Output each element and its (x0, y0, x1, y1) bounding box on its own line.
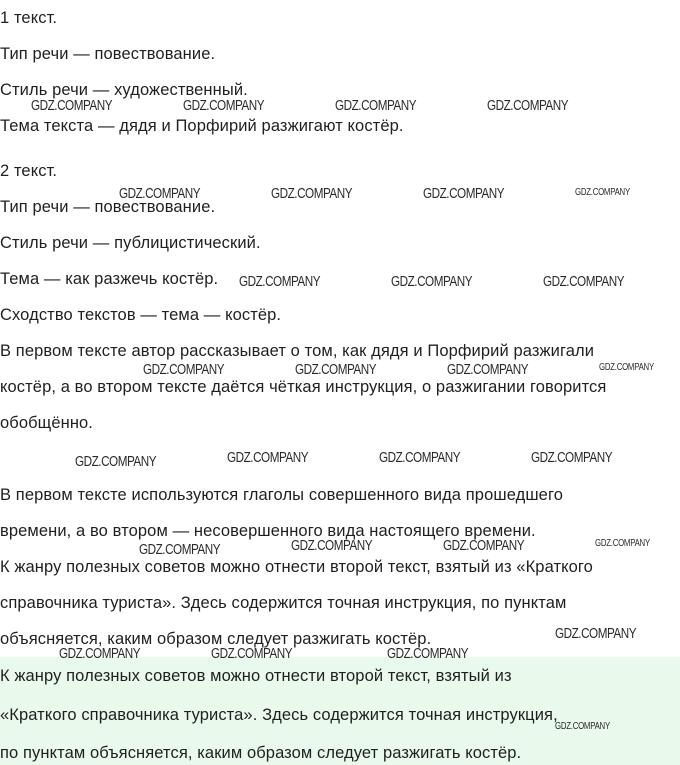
text-line: В первом тексте используются глаголы совершенного вида прошедшего (0, 486, 563, 504)
watermark: GDZ.COMPANY (211, 645, 293, 662)
watermark: GDZ.COMPANY (387, 645, 469, 662)
text-line: Тема — как разжечь костёр. (0, 270, 219, 288)
watermark: GDZ.COMPANY (543, 273, 625, 290)
watermark: GDZ.COMPANY (31, 97, 113, 114)
watermark: GDZ.COMPANY (599, 362, 654, 373)
text-line: обобщённо. (0, 414, 93, 432)
highlight-line: «Краткого справочника туриста». Здесь содержится точная инструкция, (0, 706, 558, 724)
watermark: GDZ.COMPANY (595, 538, 650, 549)
text-line: Тип речи — повествование. (0, 198, 216, 216)
text-line: Стиль речи — публицистический. (0, 234, 261, 252)
text-line: справочника туриста». Здесь содержится точная инструкция, по пунктам (0, 594, 567, 612)
text-line: 2 текст. (0, 162, 58, 180)
text-line: Тема текста — дядя и Порфирий разжигают костёр. (0, 117, 404, 135)
watermark: GDZ.COMPANY (271, 185, 353, 202)
watermark: GDZ.COMPANY (143, 361, 225, 378)
text-line: времени, а во втором — несовершенного вида настоящего времени. (0, 522, 536, 540)
watermark: GDZ.COMPANY (119, 185, 201, 202)
watermark: GDZ.COMPANY (447, 361, 529, 378)
watermark: GDZ.COMPANY (295, 361, 377, 378)
watermark: GDZ.COMPANY (443, 537, 525, 554)
watermark: GDZ.COMPANY (227, 449, 309, 466)
watermark: GDZ.COMPANY (239, 273, 321, 290)
text-line: Тип речи — повествование. (0, 45, 216, 63)
watermark: GDZ.COMPANY (575, 187, 630, 198)
watermark: GDZ.COMPANY (555, 721, 610, 732)
watermark: GDZ.COMPANY (379, 449, 461, 466)
watermark: GDZ.COMPANY (487, 97, 569, 114)
watermark: GDZ.COMPANY (291, 537, 373, 554)
watermark: GDZ.COMPANY (335, 97, 417, 114)
watermark: GDZ.COMPANY (555, 625, 637, 642)
text-line: Сходство текстов — тема — костёр. (0, 306, 282, 324)
watermark: GDZ.COMPANY (59, 645, 141, 662)
watermark: GDZ.COMPANY (391, 273, 473, 290)
watermark: GDZ.COMPANY (423, 185, 505, 202)
highlight-line: К жанру полезных советов можно отнести второй текст, взятый из (0, 667, 512, 685)
watermark: GDZ.COMPANY (75, 453, 157, 470)
text-line: костёр, а во втором тексте даётся чёткая инструкция, о разжигании говорится (0, 378, 607, 396)
text-line: В первом тексте автор рассказывает о том, как дядя и Порфирий разжигали (0, 342, 595, 360)
text-line: К жанру полезных советов можно отнести второй текст, взятый из «Краткого (0, 558, 593, 576)
watermark: GDZ.COMPANY (531, 449, 613, 466)
text-line: 1 текст. (0, 9, 58, 27)
watermark: GDZ.COMPANY (183, 97, 265, 114)
text-line: Стиль речи — художественный. (0, 81, 248, 99)
watermark: GDZ.COMPANY (139, 541, 221, 558)
highlight-line: по пунктам объясняется, каким образом следует разжигать костёр. (0, 744, 522, 762)
text-line: объясняется, каким образом следует разжигать костёр. (0, 630, 432, 648)
